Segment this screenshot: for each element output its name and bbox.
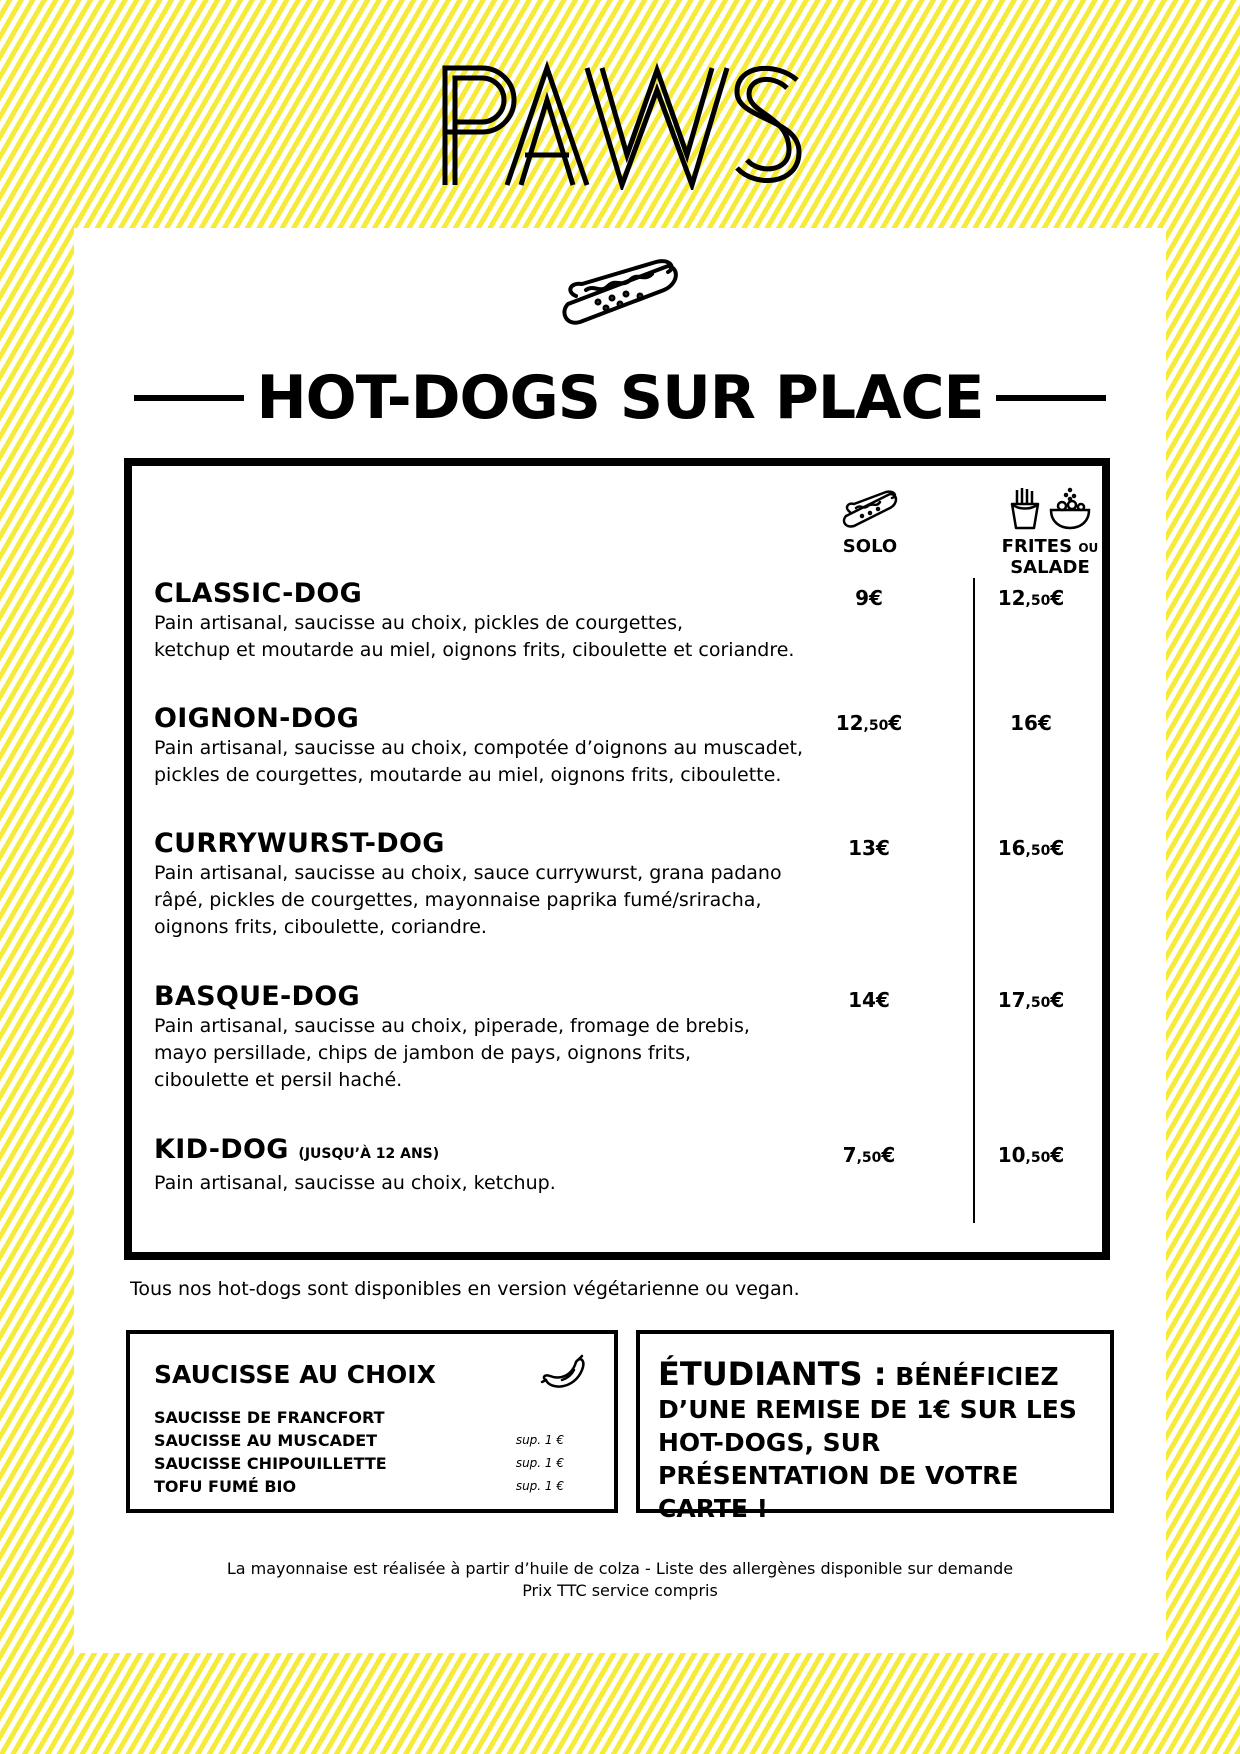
sausage-row: TOFU FUMÉ BIO sup. 1 €	[154, 1477, 564, 1496]
item-desc-line: Pain artisanal, saucisse au choix, piperade, fromage de brebis,	[154, 1015, 750, 1037]
fries-icon	[1008, 486, 1042, 530]
price-frites: 12,50€	[997, 586, 1065, 610]
footer-allergens: La mayonnaise est réalisée à partir d’huile de colza - Liste des allergènes disponible sur demande	[226, 1559, 1014, 1578]
item-desc-line: oignons frits, ciboulette, coriandre.	[154, 916, 487, 938]
price-solo: 9€	[855, 586, 883, 610]
title-rule-right	[996, 395, 1106, 401]
price-solo: 7,50€	[842, 1143, 896, 1167]
price-solo: 14€	[848, 988, 890, 1012]
column-header-frites	[970, 486, 1130, 578]
column-label-solo: SOLO	[842, 536, 898, 557]
price-solo: 13€	[848, 836, 890, 860]
sausage-box-title: SAUCISSE AU CHOIX	[154, 1360, 436, 1389]
item-desc-line: mayo persillade, chips de jambon de pays, oignons frits,	[154, 1042, 692, 1064]
sausage-choice-box	[126, 1330, 618, 1513]
item-desc-line: ketchup et moutarde au miel, oignons frits, ciboulette et coriandre.	[154, 639, 795, 661]
item-name: BASQUE-DOG	[154, 981, 360, 1012]
item-name: KID-DOG (JUSQU’À 12 ANS)	[154, 1134, 440, 1165]
sausage-row: SAUCISSE DE FRANCFORT	[154, 1408, 385, 1427]
menu-table	[124, 458, 1110, 1260]
menu-item-classic-dog	[154, 578, 834, 664]
vegetarian-note: Tous nos hot-dogs sont disponibles en version végétarienne ou vegan.	[130, 1278, 800, 1300]
item-desc-line: ciboulette et persil haché.	[154, 1069, 403, 1091]
title-rule-left	[134, 395, 244, 401]
price-frites: 16,50€	[997, 836, 1065, 860]
item-desc-line: pickles de courgettes, moutarde au miel, oignons frits, ciboulette.	[154, 764, 782, 786]
menu-item-currywurst-dog	[154, 828, 834, 941]
item-age-note: (JUSQU’À 12 ANS)	[298, 1146, 440, 1162]
section-title: HOT-DOGS SUR PLACE	[256, 363, 984, 433]
footer-notes	[74, 1558, 1166, 1602]
price-frites: 17,50€	[997, 988, 1065, 1012]
footer-prices: Prix TTC service compris	[522, 1581, 718, 1600]
sausage-list	[154, 1406, 574, 1498]
item-desc-line: Pain artisanal, saucisse au choix, compotée d’oignons au muscadet,	[154, 737, 803, 759]
menu-item-oignon-dog	[154, 703, 834, 789]
item-desc-line: Pain artisanal, saucisse au choix, ketchup.	[154, 1172, 556, 1194]
price-solo: 12,50€	[835, 711, 903, 735]
salad-bowl-icon	[1048, 486, 1092, 530]
menu-panel	[74, 228, 1166, 1653]
item-name: OIGNON-DOG	[154, 703, 360, 734]
menu-item-kid-dog	[154, 1134, 834, 1197]
item-desc-line: Pain artisanal, saucisse au choix, sauce currywurst, grana padano	[154, 862, 782, 884]
item-desc-line: râpé, pickles de courgettes, mayonnaise paprika fumé/sriracha,	[154, 889, 762, 911]
paws-logo	[437, 60, 807, 190]
item-name: CLASSIC-DOG	[154, 578, 363, 609]
sausage-icon	[540, 1354, 590, 1394]
column-label-frites: FRITES OU SALADE	[1001, 536, 1099, 578]
menu-item-basque-dog	[154, 981, 834, 1094]
price-frites: 10,50€	[997, 1143, 1065, 1167]
column-header-solo	[810, 486, 930, 557]
item-name: CURRYWURST-DOG	[154, 828, 445, 859]
section-title-row	[134, 358, 1106, 438]
hotdog-small-icon	[840, 486, 900, 530]
sausage-row: SAUCISSE CHIPOUILLETTE sup. 1 €	[154, 1454, 564, 1473]
column-divider	[973, 578, 975, 1223]
hotdog-icon	[556, 256, 686, 328]
sausage-row: SAUCISSE AU MUSCADET sup. 1 €	[154, 1431, 564, 1450]
price-frites: 16€	[1010, 711, 1052, 735]
item-desc-line: Pain artisanal, saucisse au choix, pickles de courgettes,	[154, 612, 684, 634]
student-offer-box	[636, 1330, 1114, 1523]
student-offer-text: ÉTUDIANTS : BÉNÉFICIEZ D’UNE REMISE DE 1€ SUR LES HOT-DOGS, SUR PRÉSENTATION DE VOTRE CARTE !	[658, 1355, 1077, 1523]
